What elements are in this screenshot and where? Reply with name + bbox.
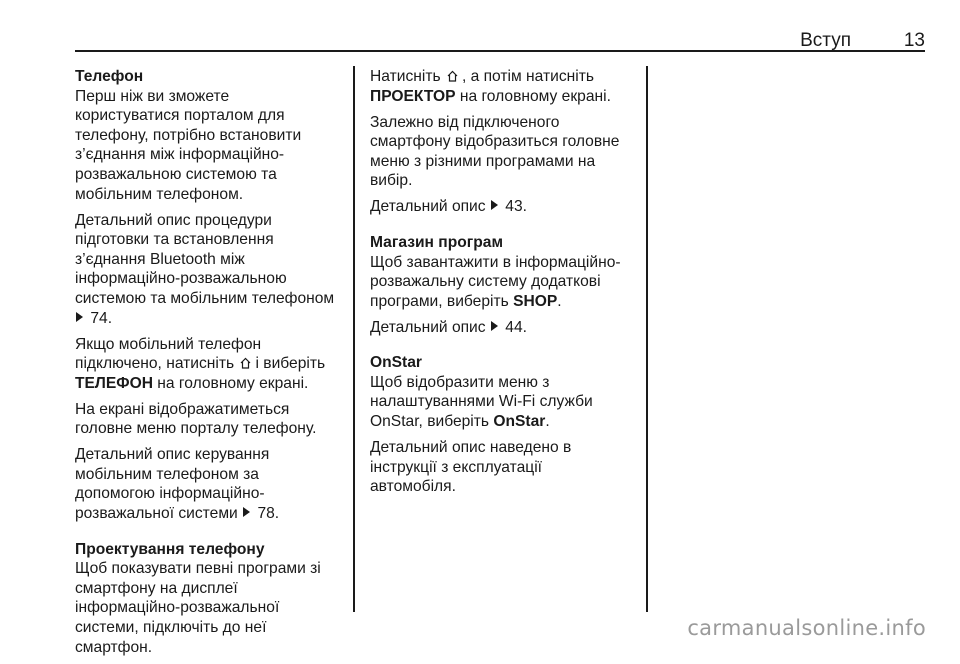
text-line: автомобіля. [370, 478, 456, 496]
text-line [370, 67, 645, 87]
text-fragment: і виберіть [255, 355, 326, 373]
text-fragment: підключено, натисніть [75, 355, 235, 373]
text-line [370, 412, 645, 432]
text-line: меню з різними програмами на [370, 152, 596, 170]
header-rule [75, 50, 925, 52]
text-fragment: програми, виберіть [370, 292, 514, 310]
text-fragment: . [557, 292, 562, 310]
reference-arrow-icon [243, 507, 250, 517]
text-line: вибір. [370, 172, 413, 190]
paragraph-onstar [370, 353, 645, 431]
column-divider [646, 66, 648, 612]
text-line: мобільним телефоном за [75, 465, 259, 483]
text-line: інформаційно-розважальною [75, 270, 287, 288]
reference-arrow-icon [76, 312, 83, 322]
text-fragment: . [545, 413, 550, 431]
menu-term-projector: ПРОЕКТОР [370, 87, 456, 105]
text-line: телефону, потрібно встановити [75, 126, 302, 144]
text-line [370, 87, 645, 107]
text-line [75, 374, 350, 394]
text-line: розважальну систему додаткові [370, 273, 601, 291]
paragraph-onstar-details [370, 438, 645, 497]
telefon-intro [75, 67, 350, 204]
text-line: користуватися порталом для [75, 107, 285, 125]
text-line: Детальний опис керування [75, 446, 270, 464]
paragraph-bluetooth [75, 211, 350, 329]
text-line: смартфону відобразиться головне [370, 133, 620, 151]
text-line: системи, підключіть до неї [75, 619, 267, 636]
menu-term-shop: SHOP [513, 292, 558, 310]
reference-number: 74. [90, 309, 113, 327]
home-icon [240, 357, 251, 369]
column-divider [353, 66, 355, 612]
text-line: Залежно від підключеного [370, 113, 560, 131]
text-fragment: Детальний опис [370, 318, 486, 336]
page-reference[interactable] [75, 309, 350, 329]
reference-number[interactable]: 78. [257, 505, 280, 523]
section-title: Вступ [800, 30, 851, 51]
text-line: смартфон. [75, 638, 153, 656]
column-middle [370, 67, 645, 503]
text-line: смартфону на дисплеї [75, 579, 238, 597]
text-line: Щоб показувати певні програми зі [75, 560, 321, 578]
text-line: Щоб завантажити в інформаційно- [370, 253, 621, 271]
text-line [370, 197, 645, 217]
text-line: Детальний опис процедури [75, 211, 272, 229]
text-line: Детальний опис наведено в [370, 439, 572, 457]
heading-app-store: Магазин програм [370, 233, 503, 251]
text-line: Перш ніж ви зможете [75, 87, 230, 105]
text-line [75, 354, 350, 374]
text-fragment: OnStar, виберіть [370, 413, 494, 431]
text-fragment: , а потім натисніть [461, 68, 594, 85]
heading-telefon: Телефон [75, 68, 144, 85]
heading-projection: Проектування телефону [75, 540, 265, 558]
reference-arrow-icon [491, 321, 498, 331]
text-line: інформаційно-розважальної [75, 599, 280, 617]
home-icon [447, 70, 458, 82]
paragraph-depending [370, 113, 645, 191]
text-line: допомогою інформаційно- [75, 485, 265, 503]
text-line: з’єднання між інформаційно- [75, 146, 285, 164]
paragraph-details [370, 197, 645, 217]
reference-number[interactable]: 43. [505, 198, 527, 216]
heading-onstar: OnStar [370, 354, 422, 372]
text-fragment: на головному екрані. [455, 87, 611, 105]
text-line: системою та мобільним телефоном [75, 289, 335, 307]
watermark: carmanualsonline.info [687, 616, 926, 640]
text-line: з’єднання Bluetooth між [75, 250, 245, 268]
text-line: На екрані відображатиметься [75, 400, 290, 418]
text-line [370, 292, 645, 312]
paragraph-connected [75, 335, 350, 394]
paragraph-press [370, 67, 645, 106]
text-fragment: на головному екрані. [152, 374, 309, 392]
text-line: налаштуваннями Wi-Fi служби [370, 393, 593, 411]
reference-number[interactable]: 44. [505, 318, 527, 336]
paragraph-store-details [370, 318, 645, 338]
text-fragment: Детальний опис [370, 198, 486, 216]
menu-term-telefon: ТЕЛЕФОН [75, 374, 153, 392]
page-number: 13 [903, 30, 925, 51]
text-fragment: розважальної системи [75, 505, 238, 523]
text-fragment: Натисніть [370, 68, 441, 85]
paragraph-app-store [370, 233, 645, 311]
paragraph-control [75, 445, 350, 523]
reference-arrow-icon [491, 200, 498, 210]
text-line [370, 318, 645, 338]
page-header [75, 30, 925, 50]
text-line: підготовки та встановлення [75, 231, 274, 249]
text-line: мобільним телефоном. [75, 185, 244, 203]
menu-term-onstar: OnStar [493, 413, 546, 431]
text-line: Щоб відобразити меню з [370, 373, 550, 391]
text-line: Якщо мобільний телефон [75, 335, 262, 353]
column-left [75, 67, 350, 664]
text-line: розважальною системою та [75, 165, 277, 183]
paragraph-main-menu [75, 400, 350, 439]
text-line: інструкції з експлуатації [370, 458, 543, 476]
paragraph-projection [75, 540, 350, 658]
text-line: головне меню порталу телефону. [75, 420, 317, 438]
text-line [75, 504, 350, 524]
